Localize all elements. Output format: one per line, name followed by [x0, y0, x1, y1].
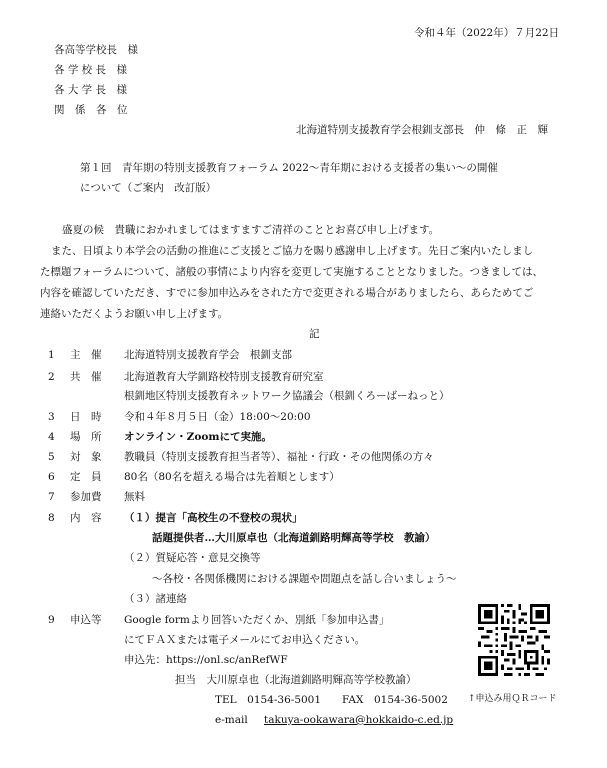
item-7-label: 参加費 — [70, 491, 102, 503]
item-9-number: 9 — [48, 614, 55, 626]
application-line-1: Google formより回答いただくか、別紙「参加申込書」 — [124, 614, 390, 626]
item-2-value-2: 根釧地区特別支援教育ネットワーク協議会（根釧くろーばーねっと） — [124, 390, 450, 402]
application-url: 申込先：https://onl.sc/anRefWF — [124, 654, 288, 666]
item-5-value: 教職員（特別支援教育担当者等）、福祉・行政・その他関係の方々 — [124, 451, 434, 463]
item-3-number: 3 — [48, 411, 55, 423]
email-link[interactable]: takuya-ookawara@hokkaido-c.ed.jp — [264, 714, 454, 726]
item-2-label: 共 催 — [70, 371, 102, 383]
qr-caption: ↑申込み用ＱＲコード — [468, 694, 557, 704]
recipient-1: 各高等学校長 様 — [54, 44, 138, 56]
recipient-4: 関 係 各 位 — [54, 104, 128, 116]
item-6-value: 80名（80名を超える場合は先着順とします） — [124, 471, 340, 483]
item-3-label: 日 時 — [70, 411, 102, 423]
content-1-presenter: 話題提供者…大川原卓也（北海道釧路明輝高等学校 教諭） — [152, 532, 436, 544]
contact-person: 担当 大川原卓也（北海道釧路明輝高等学校教諭） — [175, 674, 417, 686]
body-line-2: た標題フォーラムについて、諸般の事情により内容を変更して実施することとなりました。つきましては、 — [40, 266, 543, 278]
document-date: 令和４年（2022年）７月22日 — [414, 27, 560, 39]
email-label: e-mail — [215, 714, 248, 726]
title-line-2: について（ご案内 改訂版） — [80, 182, 217, 194]
ki-heading: 記 — [309, 328, 320, 340]
item-5-label: 対 象 — [70, 451, 102, 463]
item-1-number: 1 — [48, 349, 55, 361]
item-4-label: 場 所 — [70, 431, 102, 443]
title-line-1: 第１回 青年期の特別支援教育フォーラム 2022～青年期における支援者の集い～の開催 — [80, 162, 498, 174]
item-7-value: 無料 — [124, 491, 145, 503]
item-6-number: 6 — [48, 471, 55, 483]
item-8-label: 内 容 — [70, 512, 102, 524]
body-line-3: 内容を確認していただき、すでに参加申込みをされた方で変更される場合がありましたら、あらためてご — [40, 287, 534, 299]
recipient-2: 各 学 校 長 様 — [54, 64, 128, 76]
content-1: （１）提言「高校生の不登校の現状」 — [124, 512, 303, 524]
item-3-value: 令和４年８月５日（金）18:00～20:00 — [124, 411, 311, 423]
recipient-3: 各 大 学 長 様 — [54, 84, 128, 96]
application-line-2: にてＦＡＸまたは電子メールにてお申込ください。 — [124, 634, 366, 646]
content-3: （３）諸連絡 — [124, 593, 187, 605]
content-2: （２）質疑応答・意見交換等 — [124, 552, 261, 564]
item-7-number: 7 — [48, 491, 55, 503]
greeting: 盛夏の候 貴職におかれましてはますますご清祥のこととお喜び申し上げます。 — [62, 224, 440, 236]
item-4-value: オンライン・Zoomにて実施。 — [124, 431, 272, 443]
sender: 北海道特別支援教育学会根釧支部長 仲 條 正 輝 — [296, 124, 548, 136]
item-5-number: 5 — [48, 451, 55, 463]
item-2-number: 2 — [48, 371, 55, 383]
item-8-number: 8 — [48, 512, 55, 524]
item-1-label: 主 催 — [70, 349, 102, 361]
item-9-label: 申込等 — [70, 614, 102, 626]
item-6-label: 定 員 — [70, 471, 102, 483]
body-line-4: 連絡いただくようお願い申し上げます。 — [40, 308, 229, 320]
qr-code-icon — [478, 604, 550, 676]
item-4-number: 4 — [48, 431, 55, 443]
contact-tel-fax: TEL 0154-36-5001 FAX 0154-36-5002 — [215, 694, 448, 706]
item-1-value: 北海道特別支援教育学会 根釧支部 — [124, 349, 292, 361]
item-2-value-1: 北海道教育大学釧路校特別支援教育研究室 — [124, 371, 324, 383]
body-line-1: また、日頃より本学会の活動の推進にご支援とご協力を賜り感謝申し上げます。先日ご案内いたしまし — [51, 245, 534, 257]
content-2-detail: ～各校・各関係機関における課題や問題点を話し合いましょう～ — [152, 573, 457, 585]
